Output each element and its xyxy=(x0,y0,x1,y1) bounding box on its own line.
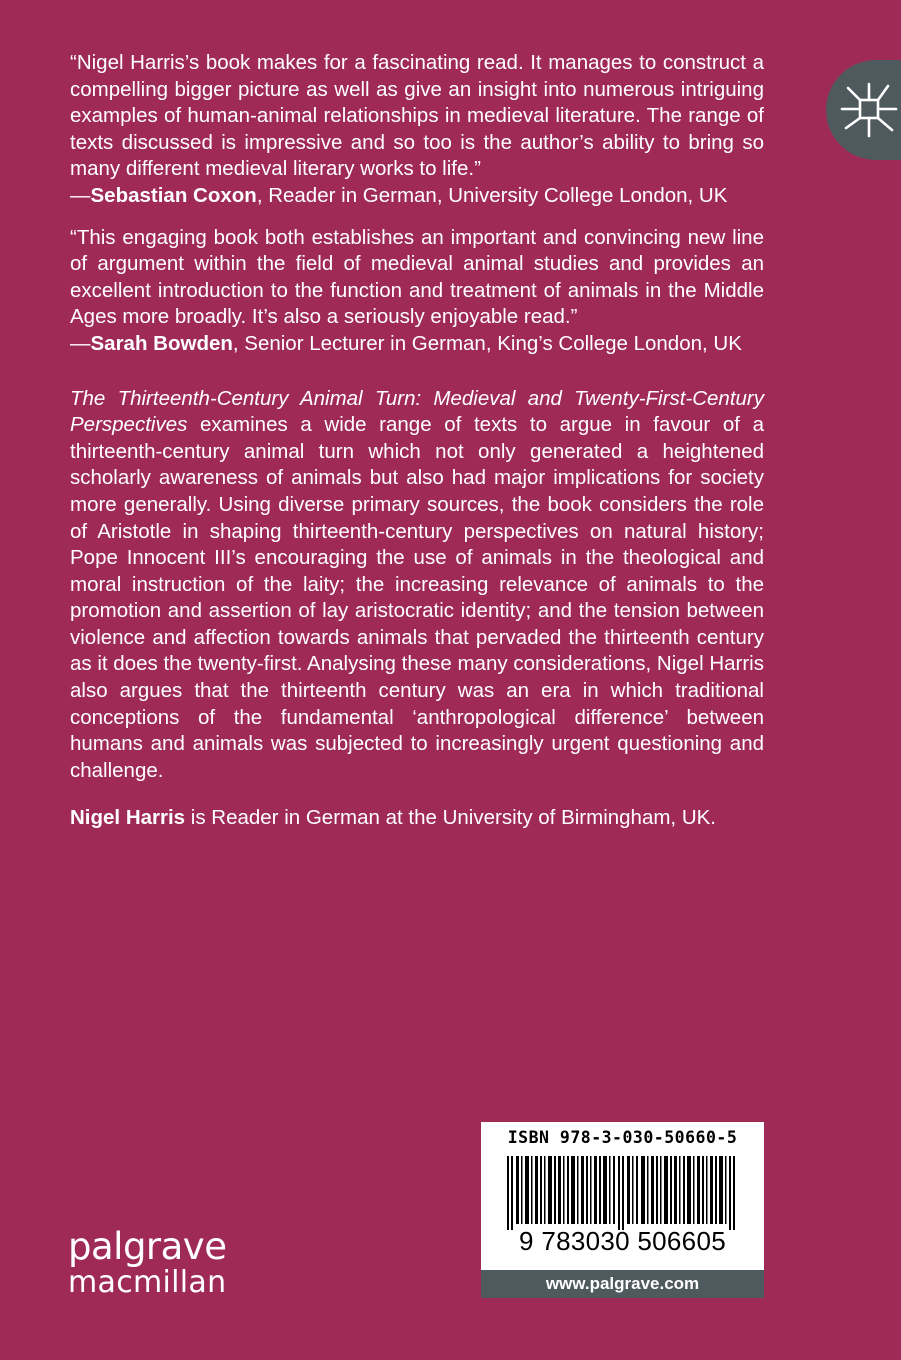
reviewer-role: , Senior Lecturer in German, King’s College London, UK xyxy=(232,331,742,355)
review-1 xyxy=(70,50,764,210)
book-description xyxy=(70,386,764,785)
review-attribution xyxy=(70,183,764,210)
review-attribution xyxy=(70,331,764,358)
palgrave-star-icon xyxy=(838,78,901,142)
book-title: The Thirteenth-Century Animal Turn: Medieval and Twenty-First-Century Perspectives xyxy=(70,386,764,437)
reviewer-name: Sarah Bowden xyxy=(90,331,233,355)
description-body: examines a wide range of texts to argue in favour of a thirteenth-century animal turn which not only generated a heightened scholarly awareness of animals but also had major implications for society more generally. Using diverse primary sources, the book considers the role of Aristotle in shaping thirteenth-century perspectives on natural history; Pope Innocent III’s encouraging the use of animals in the theological and moral instruction of the laity; the increasing relevance of animals to the promotion and assertion of lay aristocratic identity; and the tension between violence and affection towards animals that pervaded the thirteenth century as it does the twenty-first. Analysing these many considerations, Nigel Harris also argues that the thirteenth century was an era in which traditional conceptions of the fundamental ‘anthropological difference’ between humans and animals was subjected to increasingly urgent questioning and challenge. xyxy=(70,413,764,782)
author-bio-text: is Reader in German at the University of Birmingham, UK. xyxy=(185,805,716,829)
author-name: Nigel Harris xyxy=(70,805,186,829)
back-cover-text xyxy=(70,50,764,852)
isbn-barcode xyxy=(481,1122,764,1270)
publisher-name-line1: palgrave xyxy=(68,1225,227,1268)
reviewer-role: , Reader in German, University College London, UK xyxy=(256,183,728,207)
attribution-dash: — xyxy=(70,331,91,355)
publisher-name-line2: macmillan xyxy=(68,1265,227,1300)
palgrave-logo-badge xyxy=(826,60,901,160)
author-bio xyxy=(70,805,764,832)
publisher-url: www.palgrave.com xyxy=(481,1270,764,1298)
review-quote: “This engaging book both establishes an important and convincing new line of argument within the field of medieval animal studies and provides an excellent introduction to the function and treatment of animals in the Middle Ages more broadly. It’s also a seriously enjoyable read.” xyxy=(70,225,764,329)
ean-digits: 9 783030 506605 xyxy=(519,1226,726,1256)
isbn-label: ISBN 978-3-030-50660-5 xyxy=(507,1128,738,1147)
review-quote: “Nigel Harris’s book makes for a fascinating read. It manages to construct a compelling bigger picture as well as give an insight into numerous intriguing examples of human-animal relationships in medieval literature. The range of texts discussed is impressive and so too is the author’s ability to bring so many different medieval literary works to life.” xyxy=(70,51,764,181)
reviewer-name: Sebastian Coxon xyxy=(90,183,257,207)
publisher-logo xyxy=(68,1225,227,1300)
barcode-bars xyxy=(507,1156,738,1230)
review-2 xyxy=(70,225,764,358)
attribution-dash: — xyxy=(70,183,91,207)
